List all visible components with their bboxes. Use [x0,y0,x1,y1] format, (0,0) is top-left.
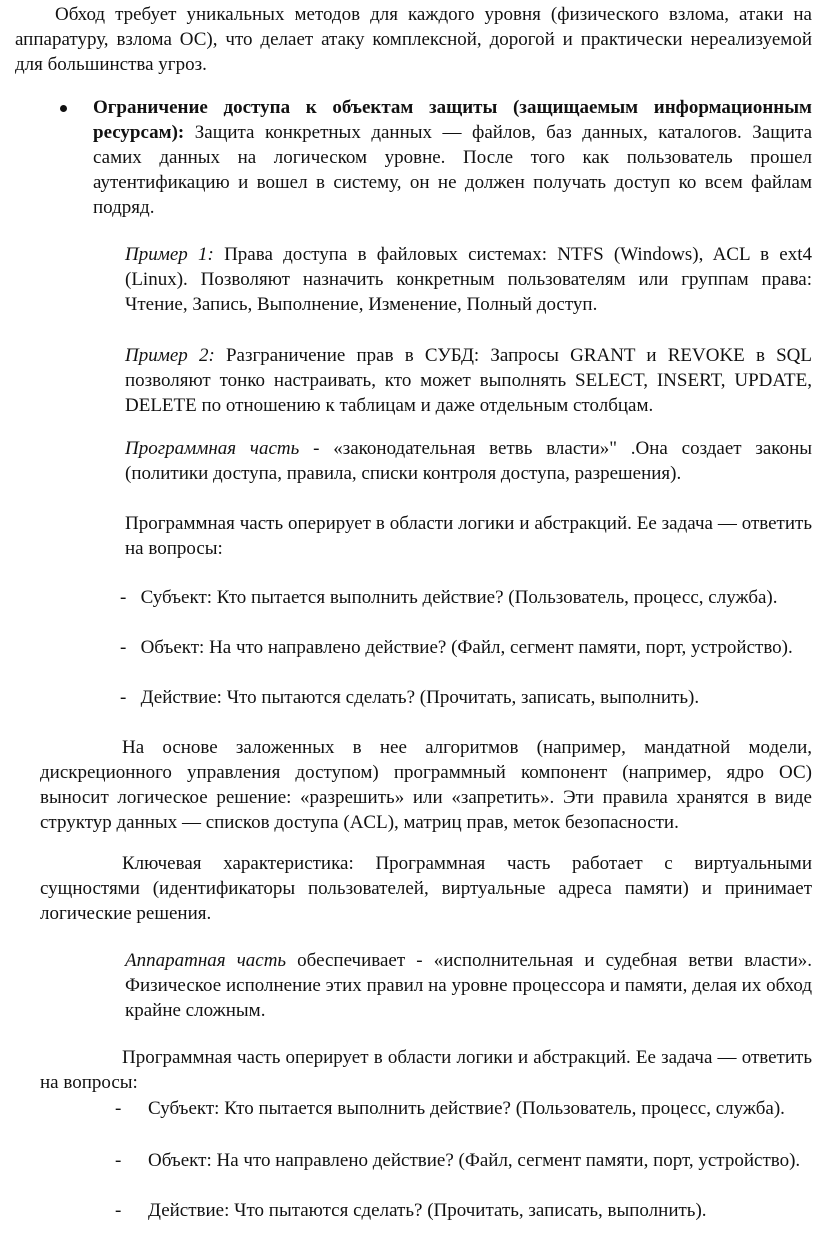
question-1-subject-dash: - [120,587,127,608]
example-1-label: Пример 1: [125,244,214,265]
question-1-object-text: Объект: На что направлено действие? (Файл, сегмент памяти, порт, устройство). [140,637,793,658]
key-characteristic-paragraph [40,851,812,926]
question-2-action-text: Действие: Что пытаются сделать? (Прочитать, записать, выполнить). [148,1200,707,1221]
example-2-paragraph [125,343,812,418]
bullet-body: Защита конкретных данных — файлов, баз данных, каталогов. Защита самих данных на логическом уровне. После того как пользователь прошел аутентификацию и вошел в систему, он не должен получать доступ ко всем файлам подряд. [93,122,812,218]
question-1-action-dash: - [120,687,127,708]
intro-text: Обход требует уникальных методов для каждого уровня (физического взлома, атаки на аппаратуру, взлома ОС), что делает атаку комплексной, дорогой и практически нереализуемой для большинства угроз. [15,4,812,75]
questions-intro-1-text: Программная часть оперирует в области логики и абстракций. Ее задача — ответить на вопросы: [125,513,812,559]
algorithms-paragraph [40,735,812,835]
question-1-action-text: Действие: Что пытаются сделать? (Прочитать, записать, выполнить). [140,687,700,708]
question-1-object [40,635,812,660]
question-1-subject [40,585,812,610]
question-2-subject-text: Субъект: Кто пытается выполнить действие? (Пользователь, процесс, служба). [148,1098,785,1119]
hardware-part-text: обеспечивает - «исполнительная и судебная ветви власти». Физическое исполнение этих правил на уровне процессора и памяти, делая их обход крайне сложным. [125,950,812,1021]
question-2-action-dash: - [115,1200,122,1221]
bullet-dot-icon [60,105,67,112]
software-part-label: Программная часть [125,438,300,459]
question-2-object-dash: - [115,1150,122,1171]
example-2-text: Разграничение прав в СУБД: Запросы GRANT и REVOKE в SQL позволяют тонко настраивать, кто может выполнять SELECT, INSERT, UPDATE, DELETE по отношению к таблицам и даже отдельным столбцам. [125,345,813,416]
question-2-subject-dash: - [115,1098,122,1119]
example-1-paragraph [125,242,812,317]
software-part-text: - «законодательная ветвь власти»" .Она создает законы (политики доступа, правила, списки контроля доступа, разрешения). [125,438,813,484]
questions-intro-2 [40,1045,812,1095]
questions-intro-2-text: Программная часть оперирует в области логики и абстракций. Ее задача — ответить на вопросы: [40,1047,812,1093]
question-2-object-text: Объект: На что направлено действие? (Файл, сегмент памяти, порт, устройство). [148,1150,801,1171]
hardware-part-paragraph [125,948,812,1023]
intro-paragraph [15,2,812,77]
bullet-title: Ограничение доступа к объектам защиты (защищаемым информационным ресурсам): [93,97,812,143]
bullet-paragraph [93,95,812,220]
algorithms-text: На основе заложенных в нее алгоритмов (например, мандатной модели, дискреционного управления доступом) программный компонент (например, ядро ОС) выносит логическое решение: «разрешить» или «запретить». Эти правила хранятся в виде структур данных — списков доступа (ACL), матриц прав, меток безопасности. [40,737,812,833]
questions-intro-1 [125,511,812,561]
question-1-object-dash: - [120,637,127,658]
question-1-action [40,685,812,710]
example-1-text: Права доступа в файловых системах: NTFS (Windows), ACL в ext4 (Linux). Позволяют назначить конкретным пользователям или группам права: Чтение, Запись, Выполнение, Изменение, Полный доступ. [125,244,813,315]
question-1-subject-text: Субъект: Кто пытается выполнить действие? (Пользователь, процесс, служба). [140,587,778,608]
software-part-paragraph [125,436,812,486]
hardware-part-label: Аппаратная часть [125,950,287,971]
key-characteristic-text: Ключевая характеристика: Программная часть работает с виртуальными сущностями (идентификаторы пользователей, виртуальные адреса памяти) и принимает логические решения. [40,853,812,924]
example-2-label: Пример 2: [125,345,215,366]
